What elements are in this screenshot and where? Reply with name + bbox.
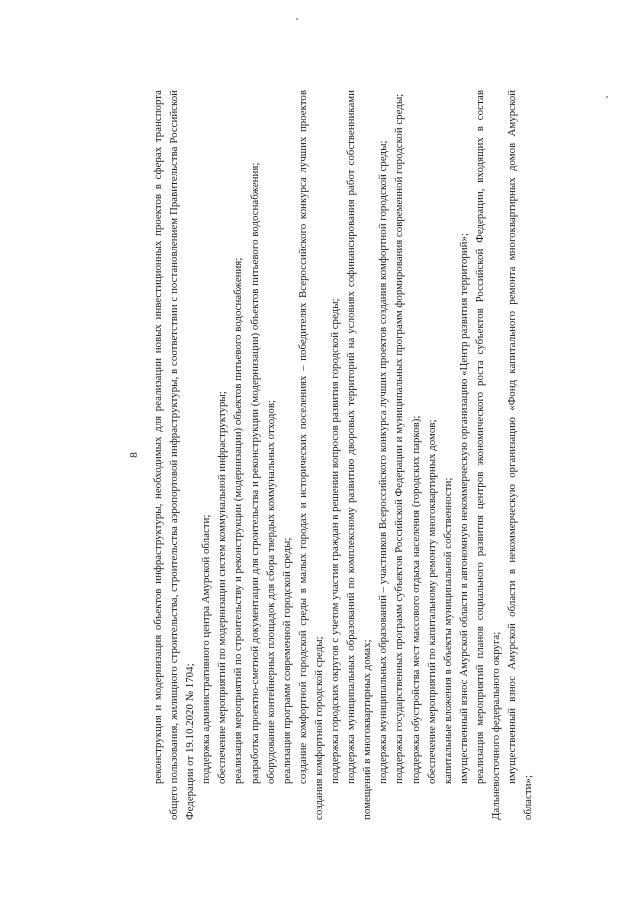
rotated-page-content <box>128 90 560 820</box>
paragraph: реализация мероприятий планов социального развития центров экономического роста субъектов Российской Федерации, входящих в состав Дальневосточного федерального округа; <box>473 90 502 820</box>
paragraph: капитальные вложения в объекты муниципальной собственности; <box>441 477 454 784</box>
page-number: 8 <box>128 452 140 458</box>
paragraph: поддержка городских округов с учетом участия граждан в решении вопросов развития городской среды; <box>329 298 342 784</box>
paragraph: оборудование контейнерных площадок для сбора твердых коммунальных отходов; <box>264 399 277 784</box>
paragraph: реконструкция и модернизация объектов инфраструктуры, необходимых для реализации новых инвестиционных проектов в сферах транспорта общего пользования, жилищного строительства, строительства аэропортовой инфраструктуры, в соответствии с постановлением Правительства Российской Федерации от 19.10.2020 № 1704; <box>152 90 197 820</box>
paragraph: имущественный взнос Амурской области в некоммерческую организацию «Фонд капитального ремонта многоквартирных домов Амурской области»; <box>506 90 535 820</box>
paragraph: имущественный взнос Амурской области в автономную некоммерческую организацию «Центр развития территорий»; <box>457 233 470 784</box>
paragraph: поддержка обустройства мест массового отдыха населения (городских парков); <box>409 415 422 784</box>
document-body <box>150 90 536 820</box>
paragraph: поддержка государственных программ субъектов Российской Федерации и муниципальных программ формирования современной городской среды; <box>393 93 406 784</box>
paragraph: реализация программ современной городской среды; <box>280 537 293 784</box>
paragraph: поддержка муниципальных образований по комплексному развитию дворовых территорий на условиях софинансирования работ собственниками помещений в многоквартирных домах; <box>345 90 374 820</box>
paragraph: создание комфортной городской среды в малых городах и исторических поселениях – победителях Всероссийского конкурса лучших проектов создания комфортной городской среды; <box>296 90 325 820</box>
scan-speck <box>296 18 298 20</box>
paragraph: реализация мероприятий по строительству и реконструкции (модернизации) объектов питьевого водоснабжения; <box>232 257 245 784</box>
paragraph: обеспечение мероприятий по капитальному ремонту многоквартирных домов; <box>425 419 438 784</box>
paragraph: поддержка муниципальных образований – участников Всероссийского конкурса лучших проектов создания комфортной городской среды; <box>377 140 390 784</box>
paragraph: поддержка административного центра Амурской области; <box>200 514 213 784</box>
paragraph: обеспечение мероприятий по модернизации систем коммунальной инфраструктуры; <box>216 391 229 784</box>
scan-speck <box>606 96 608 98</box>
paragraph: разработка проектно-сметной документации для строительства и реконструкции (модернизации) объектов питьевого водоснабжения; <box>248 162 261 784</box>
